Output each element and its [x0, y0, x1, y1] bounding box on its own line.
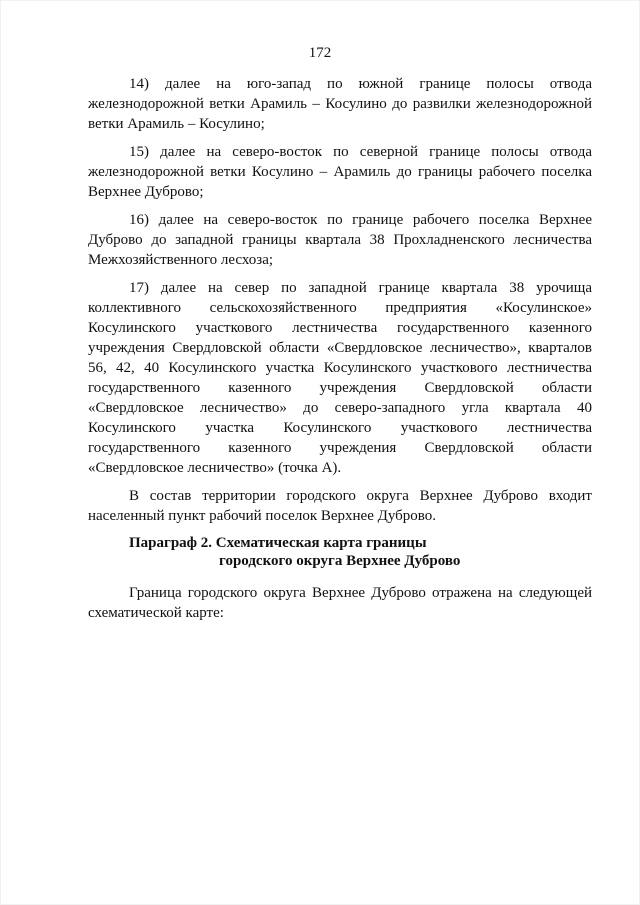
section-heading-line2: городского округа Верхнее Дуброво	[219, 553, 461, 569]
section-heading	[88, 534, 592, 570]
paragraph-territory: В состав территории городского округа Верхнее Дуброво входит населенный пункт рабочий поселок Верхнее Дуброво.	[88, 488, 592, 524]
section-heading-line1: Параграф 2. Схематическая карта границы	[129, 535, 427, 551]
paragraph-map-intro: Граница городского округа Верхнее Дуброво отражена на следующей схематической карте:	[88, 585, 592, 621]
paragraph-item-17: 17) далее на север по западной границе квартала 38 урочища коллективного сельскохозяйственного предприятия «Косулинское» Косулинского участкового лестничества государственного казенного учреждения Свердловской области «Свердловское лесничество», кварталов 56, 42, 40 Косулинского участка Косулинского участкового лестничества государственного казенного учреждения Свердловской области «Свердловское лесничество» до северо-западного угла квартала 40 Косулинского участка Косулинского участкового лестничества государственного казенного учреждения Свердловской области «Свердловское лесничество» (точка А).	[88, 280, 592, 476]
paragraph-item-16: 16) далее на северо-восток по границе рабочего поселка Верхнее Дуброво до западной границы квартала 38 Прохладненского лесничества Межхозяйственного лесхоза;	[88, 212, 592, 268]
page-content	[88, 74, 592, 631]
paragraph-item-14: 14) далее на юго-запад по южной границе полосы отвода железнодорожной ветки Арамиль – Косулино до развилки железнодорожной ветки Арамиль – Косулино;	[88, 76, 592, 132]
paragraph-item-15: 15) далее на северо-восток по северной границе полосы отвода железнодорожной ветки Косулино – Арамиль до границы рабочего поселка Верхнее Дуброво;	[88, 144, 592, 200]
page-number: 172	[308, 45, 332, 61]
